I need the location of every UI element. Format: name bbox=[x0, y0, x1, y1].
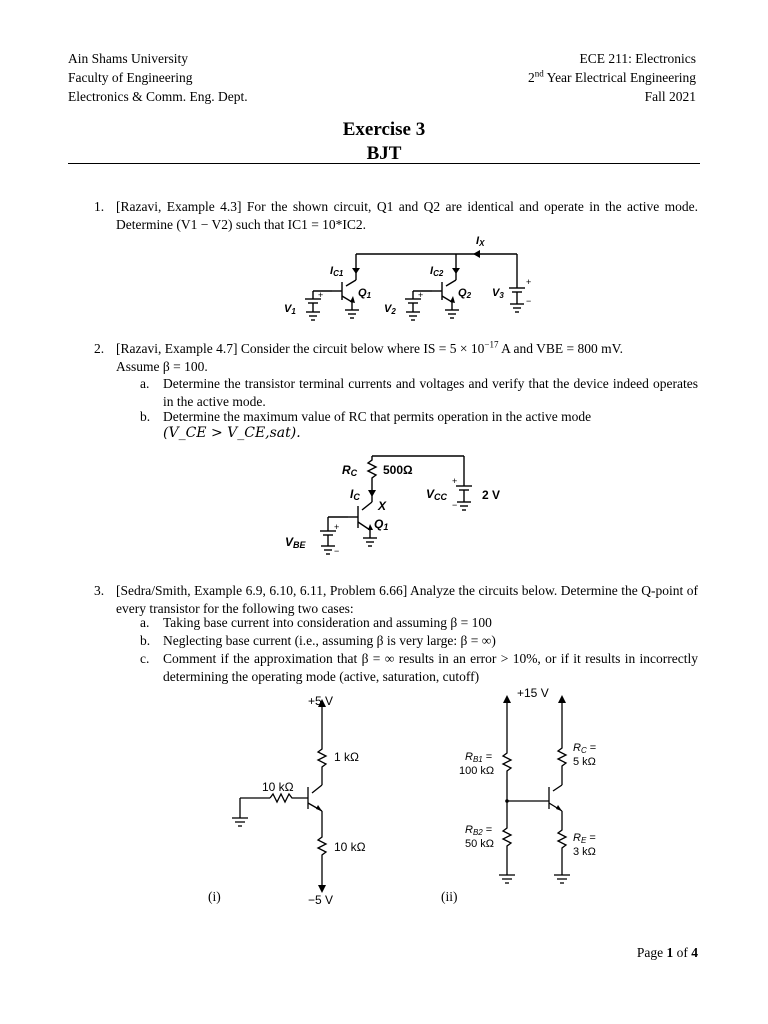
header-right bbox=[528, 49, 696, 106]
v1-label: V1 bbox=[284, 303, 296, 316]
q2-a-label: a. bbox=[140, 376, 150, 391]
title-line-2: BJT bbox=[366, 143, 402, 164]
q2-text-b: A and VBE = 800 mV. bbox=[498, 341, 623, 356]
ic1-label: IC1 bbox=[330, 265, 344, 278]
page-title bbox=[0, 118, 768, 166]
footer-of-word: of bbox=[673, 945, 692, 960]
q3-circuit-i bbox=[230, 693, 380, 905]
vcc-minus: − bbox=[452, 500, 458, 510]
fig2-vplus: +15 V bbox=[517, 686, 549, 700]
q3-c-text: Comment if the approximation that β = ∞ results in an error > 10%, or if it results in incorrectly determining the operating mode (active, saturation, cutoff) bbox=[163, 651, 698, 684]
q2-b-formula: (V_CE > V_CE,sat). bbox=[163, 425, 301, 441]
q2-text-c: Assume β = 100. bbox=[116, 359, 208, 374]
q2-number: 2. bbox=[94, 341, 105, 356]
fig1-re: 10 kΩ bbox=[334, 840, 366, 854]
title-line-1: Exercise 3 bbox=[342, 119, 426, 140]
q2-label: Q2 bbox=[458, 287, 472, 300]
q3-b-label: b. bbox=[140, 633, 151, 648]
fig2-re-name: RE = bbox=[573, 832, 596, 845]
q2-b-label: b. bbox=[140, 409, 151, 424]
vcc-plus: + bbox=[452, 476, 458, 486]
fig1-rb: 10 kΩ bbox=[262, 780, 294, 794]
fig2-rc-value: 5 kΩ bbox=[573, 756, 596, 768]
footer-page-num: 1 bbox=[666, 945, 674, 960]
year-num: 2 bbox=[528, 70, 535, 85]
q2-a-text: Determine the transistor terminal currents and voltages and verify that the device indeed operates in the active mode. bbox=[163, 376, 698, 409]
year-line bbox=[528, 68, 696, 87]
ix-label: IX bbox=[476, 235, 485, 248]
fig2-rc-name: RC = bbox=[573, 742, 597, 755]
year-sup: nd bbox=[534, 68, 544, 79]
rc-label: RC bbox=[342, 463, 358, 478]
x-node-label: X bbox=[378, 499, 387, 513]
q1-circuit bbox=[280, 232, 550, 324]
q1-number: 1. bbox=[94, 199, 105, 214]
q3-a-label: a. bbox=[140, 615, 150, 630]
header-left bbox=[68, 49, 248, 106]
q3-number: 3. bbox=[94, 583, 105, 598]
rc-value: 500Ω bbox=[383, 463, 413, 477]
v3-minus: − bbox=[526, 296, 532, 306]
university-name: Ain Shams University bbox=[68, 51, 188, 66]
ic2-label: IC2 bbox=[430, 265, 444, 278]
q3-text: [Sedra/Smith, Example 6.9, 6.10, 6.11, Problem 6.66] Analyze the circuits below. Determine the Q-point of every transistor for the following two cases: bbox=[116, 583, 698, 616]
vbe-minus: − bbox=[334, 546, 340, 556]
q2-text bbox=[116, 340, 698, 376]
year-rest: Year Electrical Engineering bbox=[543, 70, 696, 85]
v3-label: V3 bbox=[492, 287, 504, 300]
ic-label: IC bbox=[350, 487, 360, 502]
vcc-value: 2 V bbox=[482, 488, 501, 502]
vbe-label: VBE bbox=[285, 535, 306, 550]
q3-circuit-ii bbox=[455, 685, 615, 895]
fig1-r1: 1 kΩ bbox=[334, 750, 359, 764]
q1-text: [Razavi, Example 4.3] For the shown circuit, Q1 and Q2 are identical and operate in the active mode. Determine (V1 − V2) such that IC1 = 10*IC2. bbox=[116, 199, 698, 232]
fig2-label: (ii) bbox=[441, 889, 458, 904]
faculty-name: Faculty of Engineering bbox=[68, 70, 193, 85]
q2-exponent: −17 bbox=[484, 339, 499, 350]
vcc-label: VCC bbox=[426, 487, 448, 502]
q3-a-text: Taking base current into consideration and assuming β = 100 bbox=[163, 615, 492, 630]
fig2-rb1-value: 100 kΩ bbox=[459, 765, 495, 777]
fig1-label: (i) bbox=[208, 889, 221, 904]
page-footer bbox=[637, 945, 698, 961]
department-name: Electronics & Comm. Eng. Dept. bbox=[68, 89, 248, 104]
q3-b-text: Neglecting base current (i.e., assuming β is very large: β = ∞) bbox=[163, 633, 496, 648]
fig2-rb2-name: RB2 = bbox=[465, 824, 493, 837]
q2-text-a: [Razavi, Example 4.7] Consider the circuit below where IS = 5 × 10 bbox=[116, 341, 485, 356]
q1-label: Q1 bbox=[358, 287, 372, 300]
q1-transistor-label: Q1 bbox=[374, 517, 389, 532]
v3-plus: + bbox=[526, 277, 532, 287]
q2-b-text: Determine the maximum value of RC that permits operation in the active mode bbox=[163, 409, 592, 424]
v2-plus: + bbox=[418, 290, 424, 300]
term: Fall 2021 bbox=[644, 89, 696, 104]
fig1-vplus: +5 V bbox=[308, 694, 334, 708]
title-divider bbox=[68, 163, 700, 164]
fig2-rb2-value: 50 kΩ bbox=[465, 838, 495, 850]
course-name: ECE 211: Electronics bbox=[579, 51, 696, 66]
v1-plus: + bbox=[318, 290, 324, 300]
fig2-re-value: 3 kΩ bbox=[573, 846, 596, 858]
v2-label: V2 bbox=[384, 303, 396, 316]
q3-c-label: c. bbox=[140, 651, 150, 666]
footer-page-word: Page bbox=[636, 945, 667, 960]
footer-page-total: 4 bbox=[691, 945, 698, 960]
vbe-plus: + bbox=[334, 522, 340, 532]
q2-circuit bbox=[280, 452, 520, 562]
fig1-vminus: −5 V bbox=[308, 893, 334, 905]
fig2-rb1-name: RB1 = bbox=[465, 751, 493, 764]
